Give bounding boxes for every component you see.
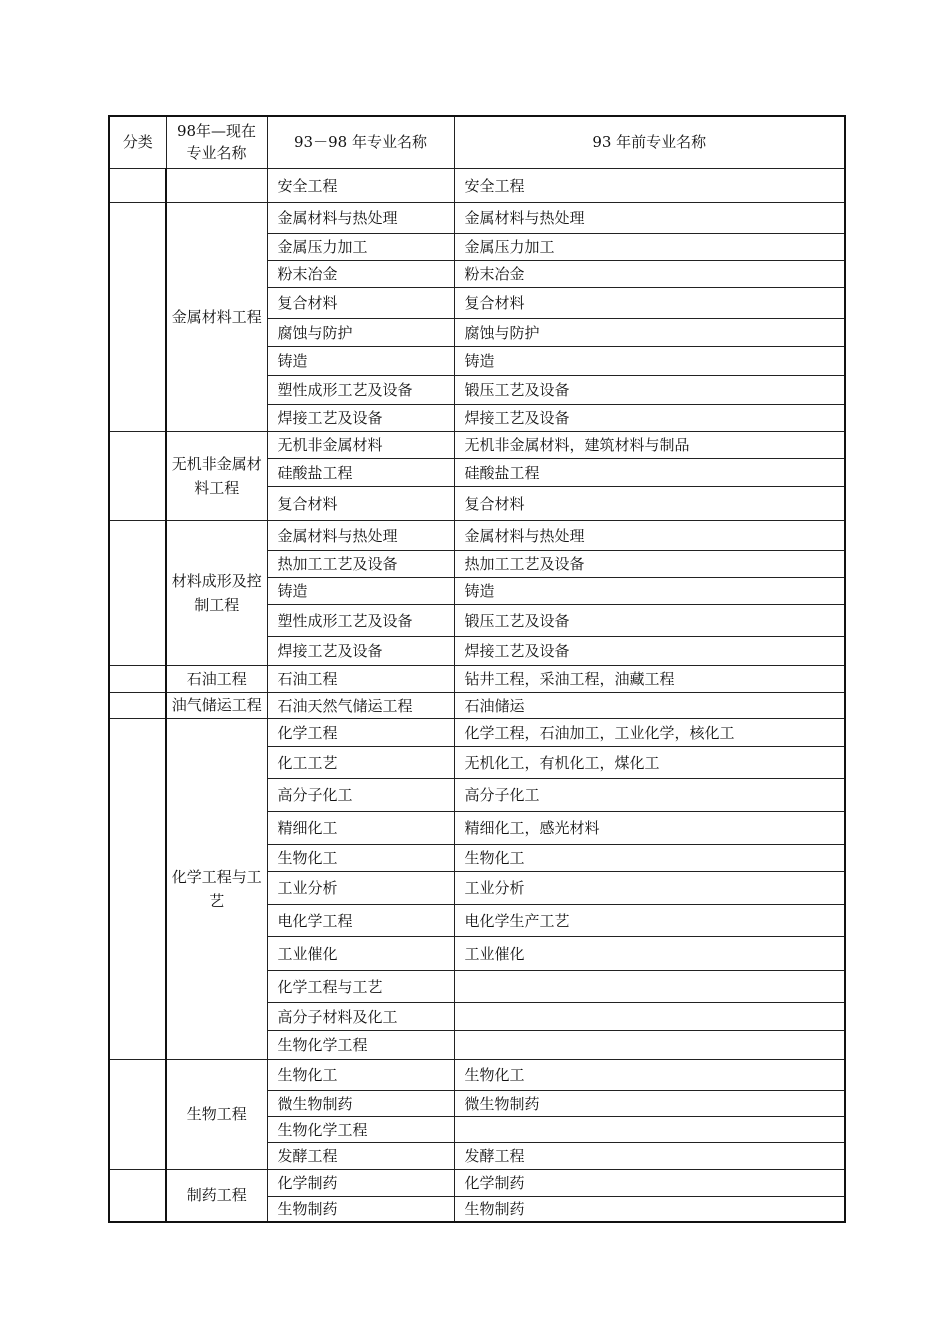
major-before-93-cell: 粉末冶金 bbox=[454, 260, 845, 287]
major-before-93-cell: 腐蚀与防护 bbox=[454, 318, 845, 346]
current-major-cell: 材料成形及控制工程 bbox=[166, 520, 267, 665]
major-93-98-cell: 硅酸盐工程 bbox=[267, 458, 454, 486]
major-93-98-cell: 生物化工 bbox=[267, 1059, 454, 1090]
major-before-93-cell bbox=[454, 1030, 845, 1059]
major-93-98-cell: 工业分析 bbox=[267, 871, 454, 904]
major-before-93-cell: 复合材料 bbox=[454, 486, 845, 520]
category-cell bbox=[109, 718, 166, 1059]
major-before-93-cell: 铸造 bbox=[454, 577, 845, 604]
current-major-cell bbox=[166, 168, 267, 202]
major-before-93-cell: 化学工程，石油加工，工业化学，核化工 bbox=[454, 718, 845, 746]
table-row bbox=[109, 431, 845, 458]
table-row bbox=[109, 202, 845, 233]
table-row bbox=[109, 1169, 845, 1196]
major-93-98-cell: 生物制药 bbox=[267, 1196, 454, 1222]
major-before-93-cell: 硅酸盐工程 bbox=[454, 458, 845, 486]
major-93-98-cell: 粉末冶金 bbox=[267, 260, 454, 287]
major-93-98-cell: 腐蚀与防护 bbox=[267, 318, 454, 346]
header-major-before-93: 93 年前专业名称 bbox=[454, 116, 845, 168]
table-row bbox=[109, 1059, 845, 1090]
table-row bbox=[109, 665, 845, 692]
major-before-93-cell: 锻压工艺及设备 bbox=[454, 375, 845, 404]
major-before-93-cell: 金属压力加工 bbox=[454, 233, 845, 260]
major-93-98-cell: 安全工程 bbox=[267, 168, 454, 202]
major-before-93-cell: 生物制药 bbox=[454, 1196, 845, 1222]
major-93-98-cell: 铸造 bbox=[267, 346, 454, 375]
category-cell bbox=[109, 168, 166, 202]
current-major-cell: 油气储运工程 bbox=[166, 692, 267, 718]
major-before-93-cell bbox=[454, 970, 845, 1002]
major-93-98-cell: 石油工程 bbox=[267, 665, 454, 692]
header-major-93-98: 93－98 年专业名称 bbox=[267, 116, 454, 168]
table-row bbox=[109, 692, 845, 718]
table-row bbox=[109, 168, 845, 202]
major-before-93-cell bbox=[454, 1002, 845, 1030]
major-93-98-cell: 复合材料 bbox=[267, 287, 454, 318]
major-before-93-cell: 高分子化工 bbox=[454, 778, 845, 811]
major-name-comparison-table bbox=[108, 115, 846, 1223]
major-before-93-cell: 锻压工艺及设备 bbox=[454, 604, 845, 636]
major-93-98-cell: 焊接工艺及设备 bbox=[267, 404, 454, 431]
major-before-93-cell: 化学制药 bbox=[454, 1169, 845, 1196]
current-major-cell: 制药工程 bbox=[166, 1169, 267, 1222]
current-major-cell: 石油工程 bbox=[166, 665, 267, 692]
major-before-93-cell: 石油储运 bbox=[454, 692, 845, 718]
header-category: 分类 bbox=[109, 116, 166, 168]
major-before-93-cell: 焊接工艺及设备 bbox=[454, 404, 845, 431]
major-93-98-cell: 高分子化工 bbox=[267, 778, 454, 811]
major-93-98-cell: 生物化学工程 bbox=[267, 1030, 454, 1059]
table-row bbox=[109, 520, 845, 550]
major-93-98-cell: 焊接工艺及设备 bbox=[267, 636, 454, 665]
major-93-98-cell: 铸造 bbox=[267, 577, 454, 604]
major-93-98-cell: 化学制药 bbox=[267, 1169, 454, 1196]
major-before-93-cell: 复合材料 bbox=[454, 287, 845, 318]
major-93-98-cell: 塑性成形工艺及设备 bbox=[267, 604, 454, 636]
table-row bbox=[109, 718, 845, 746]
category-cell bbox=[109, 1059, 166, 1169]
major-before-93-cell: 生物化工 bbox=[454, 844, 845, 871]
category-cell bbox=[109, 665, 166, 692]
major-93-98-cell: 热加工工艺及设备 bbox=[267, 550, 454, 577]
major-before-93-cell: 精细化工，感光材料 bbox=[454, 811, 845, 844]
major-93-98-cell: 化学工程与工艺 bbox=[267, 970, 454, 1002]
major-before-93-cell: 微生物制药 bbox=[454, 1090, 845, 1116]
major-93-98-cell: 精细化工 bbox=[267, 811, 454, 844]
major-before-93-cell: 热加工工艺及设备 bbox=[454, 550, 845, 577]
major-93-98-cell: 生物化工 bbox=[267, 844, 454, 871]
category-cell bbox=[109, 202, 166, 431]
major-before-93-cell: 铸造 bbox=[454, 346, 845, 375]
major-before-93-cell: 无机非金属材料，建筑材料与制品 bbox=[454, 431, 845, 458]
major-93-98-cell: 化学工程 bbox=[267, 718, 454, 746]
major-93-98-cell: 无机非金属材料 bbox=[267, 431, 454, 458]
major-before-93-cell: 工业催化 bbox=[454, 936, 845, 970]
current-major-cell: 生物工程 bbox=[166, 1059, 267, 1169]
major-93-98-cell: 工业催化 bbox=[267, 936, 454, 970]
current-major-cell: 化学工程与工艺 bbox=[166, 718, 267, 1059]
major-93-98-cell: 生物化学工程 bbox=[267, 1116, 454, 1142]
major-before-93-cell bbox=[454, 1116, 845, 1142]
category-cell bbox=[109, 1169, 166, 1222]
major-before-93-cell: 安全工程 bbox=[454, 168, 845, 202]
major-before-93-cell: 金属材料与热处理 bbox=[454, 520, 845, 550]
major-before-93-cell: 焊接工艺及设备 bbox=[454, 636, 845, 665]
major-before-93-cell: 金属材料与热处理 bbox=[454, 202, 845, 233]
header-current-major: 98年—现在专业名称 bbox=[166, 116, 267, 168]
major-before-93-cell: 生物化工 bbox=[454, 1059, 845, 1090]
major-before-93-cell: 电化学生产工艺 bbox=[454, 904, 845, 936]
major-before-93-cell: 工业分析 bbox=[454, 871, 845, 904]
major-93-98-cell: 发酵工程 bbox=[267, 1142, 454, 1169]
major-93-98-cell: 金属材料与热处理 bbox=[267, 202, 454, 233]
major-93-98-cell: 石油天然气储运工程 bbox=[267, 692, 454, 718]
major-93-98-cell: 电化学工程 bbox=[267, 904, 454, 936]
table-body bbox=[109, 168, 845, 1222]
header-row bbox=[109, 116, 845, 168]
major-93-98-cell: 金属压力加工 bbox=[267, 233, 454, 260]
major-93-98-cell: 微生物制药 bbox=[267, 1090, 454, 1116]
category-cell bbox=[109, 520, 166, 665]
major-before-93-cell: 钻井工程，采油工程，油藏工程 bbox=[454, 665, 845, 692]
category-cell bbox=[109, 431, 166, 520]
major-93-98-cell: 高分子材料及化工 bbox=[267, 1002, 454, 1030]
major-before-93-cell: 发酵工程 bbox=[454, 1142, 845, 1169]
category-cell bbox=[109, 692, 166, 718]
major-before-93-cell: 无机化工，有机化工，煤化工 bbox=[454, 746, 845, 778]
major-93-98-cell: 塑性成形工艺及设备 bbox=[267, 375, 454, 404]
major-93-98-cell: 复合材料 bbox=[267, 486, 454, 520]
major-93-98-cell: 金属材料与热处理 bbox=[267, 520, 454, 550]
current-major-cell: 金属材料工程 bbox=[166, 202, 267, 431]
major-93-98-cell: 化工工艺 bbox=[267, 746, 454, 778]
current-major-cell: 无机非金属材料工程 bbox=[166, 431, 267, 520]
